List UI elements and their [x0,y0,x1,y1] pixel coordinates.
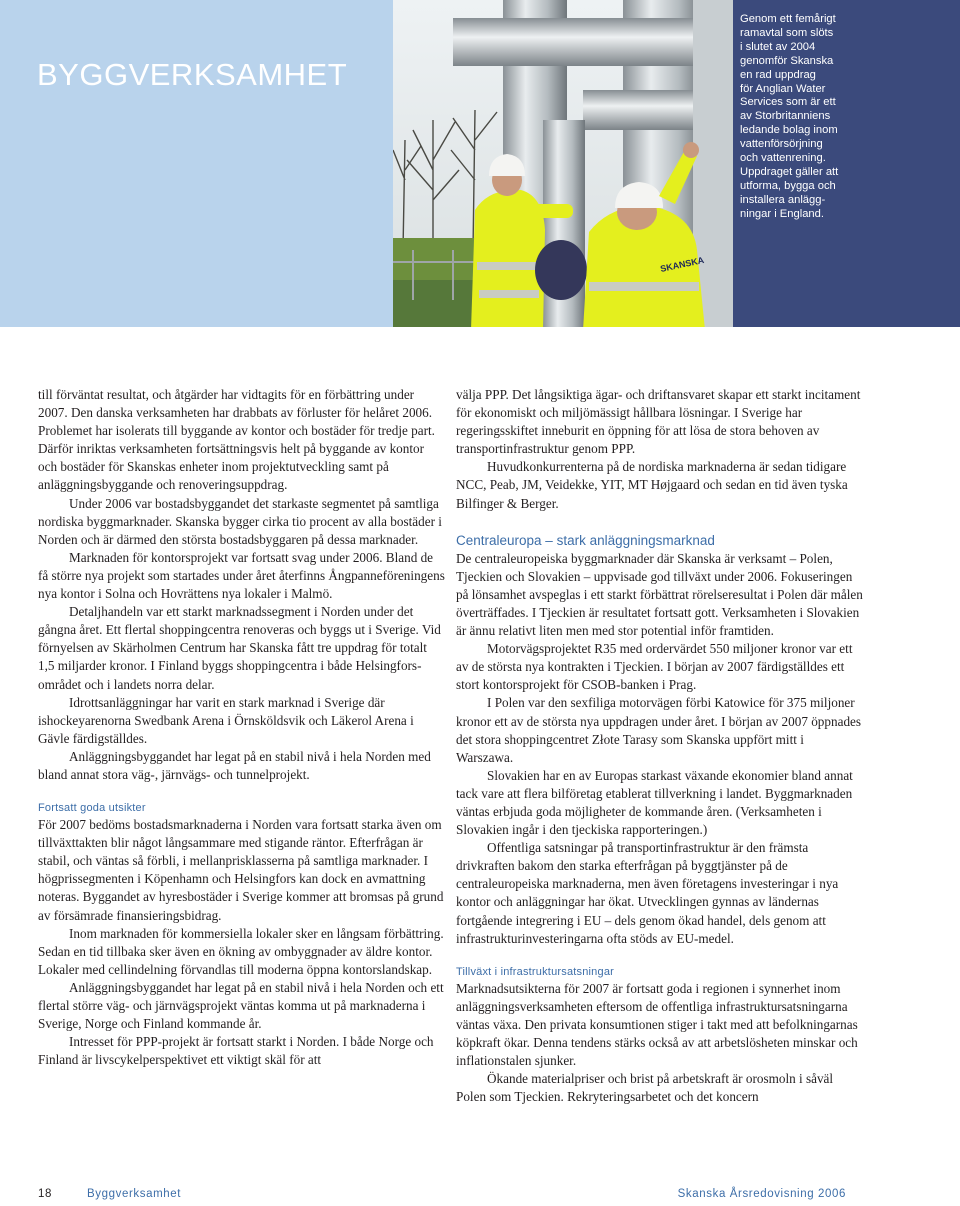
title-panel [0,0,393,327]
section-title: BYGGVERKSAMHET [37,57,348,92]
workers-at-pipes-photo [393,0,733,327]
vest-logo-text: SKANSKA [659,254,705,274]
paragraph: Marknadsutsikterna för 2007 är fortsatt goda i regionen i synnerhet inom anläggningsverksamheten eftersom de offentliga infrastruktursatsningarna väntas växa. Den privata konsumtionen stiger i takt med att befolkningarnas köpkraft ökar. Denna tendens stärks också av att arbetslösheten minskar och inflationstalen sjunker. [456,980,858,1069]
subheading: Tillväxt i infrastruktursatsningar [456,965,614,978]
paragraph: Intresset för PPP-projekt är fortsatt starkt i Norden. I både Norge och Finland är livscykelperspektivet ett viktigt skäl för att [38,1034,434,1068]
page-footer [0,1188,960,1204]
paragraph: För 2007 bedöms bostadsmarknaderna i Norden vara fortsatt starka även om tillväxttakten blir något långsammare med stigande räntor. Efterfrågan är stabil, och väntas så förbli, i mellanprisklasserna på samtliga marknader. I högprissegmenten i Köpenhamn och Helsingfors kan dock en avmattning noteras. Byggandet av hyresbostäder i Sverige kommer att bromsas på grund av försämrade finansieringsbidrag. [38,817,444,923]
subheading: Fortsatt goda utsikter [38,802,146,815]
paragraph: till förväntat resultat, och åtgärder har vidtagits för en förbättring under 2007. Den danska verksamheten har drabbats av förluster för helåret 2006. Problemet har isolerats till byggande av kontor och bostäder för tredje part. Därför inriktas verksamheten fortsättningsvis helt på byggande av kontor och bostäder för Skanskas enheter inom projektutveckling samt på anläggningsbyggande och renoveringsuppdrag. [38,387,435,493]
paragraph: Ökande materialpriser och brist på arbetskraft är orosmoln i såväl Polen som Tjeckien. Rekryteringsarbetet och det koncern [456,1071,834,1105]
paragraph: Slovakien har en av Europas starkast växande ekonomier bland annat tack vare att flera bilföretag etablerat tillverkning i landet. Byggmarknaden väntas erbjuda goda möjligheter de kommande åren. (Verksamheten i Slovakien ingår i den tjeckiska rapporteringen.) [456,767,853,838]
paragraph: Anläggningsbyggandet har legat på en stabil nivå i hela Norden och ett flertal större väg- och järnvägsprojekt väntas komma ut på marknaderna i Sverige, Norge och Finland kommande år. [38,979,444,1032]
left-column [38,386,446,1069]
paragraph: De centraleuropeiska byggmarknader där Skanska är verksamt – Polen, Tjeckien och Slovakien – uppvisade god tillväxt under 2006. Fokuseringen på lönsamhet avspeglas i ett starkt förbättrat rörelseresultat i Polen där målen överträffades. I Tjeckien är resultatet fortsatt gott. Verksamheten i Slovakien är ännu relativt liten men med stor potential inför framtiden. [456,550,863,639]
paragraph: Inom marknaden för kommersiella lokaler sker en långsam förbättring. Sedan en tid tillbaka sker även en ökning av ombyggnader av äldre kontor. Lokaler med cellindelning förvandlas till moderna öppna kontorslandskap. [38,925,444,977]
right-column [456,386,864,1106]
footer-publication: Skanska Årsredovisning 2006 [677,1188,846,1200]
paragraph: Detaljhandeln var ett starkt marknadssegment i Norden under det gångna året. Ett flertal shoppingcentra renoveras och byggs ut i Sverige. Vid förnyelsen av Skärholmen Centrum har Skanska fått tre uppdrag för totalt 1,5 miljarder kronor. I Finland byggs shoppingcentra i både Helsingfors-området och i landets norra delar. [38,604,441,692]
paragraph: Huvudkonkurrenterna på de nordiska marknaderna är sedan tidigare NCC, Peab, JM, Veidekke, YIT, MT Højgaard och sedan en tid även tyska Bilfinger & Berger. [456,459,848,511]
page-number: 18 [38,1188,52,1200]
paragraph: välja PPP. Det långsiktiga ägar- och driftansvaret skapar ett starkt incitament för ekonomiskt och miljömässigt hållbara lösningar. I Sverige har regeringsskiftet inneburit en öppning för att lösa de stora behoven av transportinfrastruktur genom PPP. [456,387,861,457]
paragraph: I Polen var den sexfiliga motorvägen förbi Katowice för 375 miljoner kronor ett av de största nya uppdragen under året. I början av 2007 öppnades det stora shoppingcentret Złote Tarasy som Skanska uppfört mitt i Warszawa. [456,695,862,765]
subheading: Centraleuropa – stark anläggningsmarknad [456,532,715,548]
photo-caption: Genom ett femårigt ramavtal som slöts i slutet av 2004 genomför Skanska en rad uppdrag för Anglian Water Services som är ett av Storbritanniens ledande bolag inom vattenförsörjning och vattenrening. Uppdraget gäller att utforma, bygga och installera anlägg- ningar i England. [740,13,839,220]
paragraph: Motorvägsprojektet R35 med ordervärdet 550 miljoner kronor var ett av de största nya kontrakten i Tjeckien. I början av 2007 färdigställdes ett stort kontorsprojekt för CSOB-banken i Prag. [456,641,853,693]
footer-section-name: Byggverksamhet [87,1188,182,1200]
paragraph: Under 2006 var bostadsbyggandet det starkaste segmentet på samtliga nordiska byggmarknader. Skanska bygger cirka tio procent av alla bostäder i Norden och är därmed den största bostadsbyggaren på dessa marknader. [38,495,442,547]
paragraph: Offentliga satsningar på transportinfrastruktur är den främsta drivkraften bakom den starka efterfrågan på byggtjänster på de centraleuropeiska marknaderna, men även företagens investeringar i nya kontor och anläggningar har ökat. Utvecklingen gynnas av ländernas fortgående integrering i EU – dels genom ökad handel, dels genom att infrastrukturinvesteringarna ofta stöds av EU-medel. [456,840,839,946]
paragraph: Marknaden för kontorsprojekt var fortsatt svag under 2006. Bland de få större nya projekt som startades under året återfinns Ångpanneföreningens nya kontor i Solna och Hovrättens nya lokaler i Malmö. [38,549,445,602]
paragraph: Anläggningsbyggandet har legat på en stabil nivå i hela Norden med bland annat stora väg-, järnvägs- och tunnelprojekt. [38,748,431,782]
paragraph: Idrottsanläggningar har varit en stark marknad i Sverige där ishockeyarenorna Swedbank Arena i Örnsköldsvik och Läkerol Arena i Gävle färdigställdes. [38,694,414,746]
photo-caption-panel [733,0,960,327]
